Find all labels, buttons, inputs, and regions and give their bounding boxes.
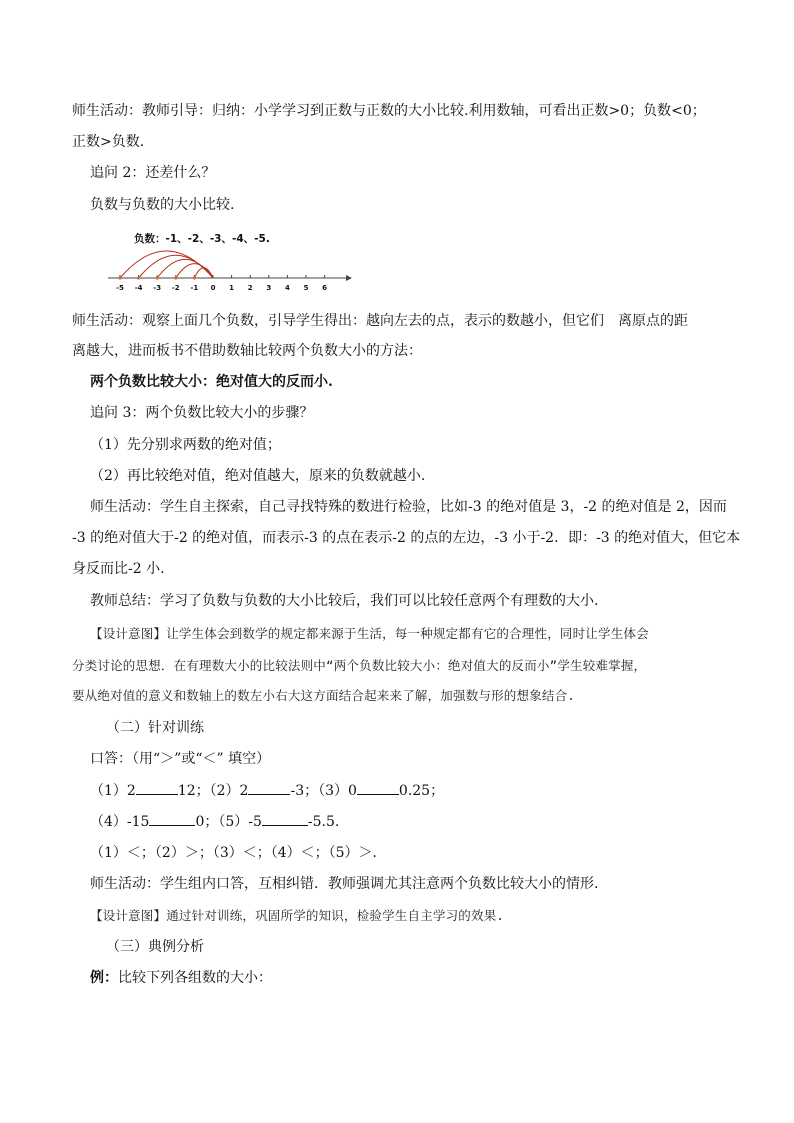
tick-label: 4 [284, 284, 290, 292]
exercise-text: -3；（3）0 [290, 783, 357, 799]
tick-label: -3 [153, 284, 162, 292]
axis-arrow [346, 275, 352, 281]
point-marker [174, 276, 177, 279]
section-heading: （三）典例分析 [106, 939, 204, 955]
tick-label: -4 [134, 284, 143, 292]
point-marker [118, 276, 121, 279]
question-2-answer: 负数与负数的大小比较. [90, 197, 235, 213]
tick-label: -2 [171, 284, 180, 292]
tick-label: 3 [266, 284, 272, 292]
answers-line: （1）＜；（2）＞；（3）＜；（4）＜；（5）＞. [90, 845, 377, 861]
answer-blank[interactable] [248, 780, 290, 795]
paragraph-line: 师生活动：学生组内口答，互相纠错．教师强调尤其注意两个负数比较大小的情形. [90, 876, 599, 892]
paragraph-line: 师生活动：教师引导：归纳：小学学习到正数与正数的大小比较.利用数轴，可看出正数>0；负数<0； [72, 103, 706, 119]
paragraph-line: 身反而比-2 小. [72, 561, 165, 577]
point-marker [137, 276, 140, 279]
exercise-text: 0；（5）-5 [195, 814, 262, 830]
design-intent: 【设计意图】让学生体会到数学的规定都来源于生活，每一种规定都有它的合理性，同时让学生体会 [90, 626, 649, 641]
example-line [90, 968, 740, 988]
exercise-text: 0.25； [398, 783, 445, 799]
design-intent: 【设计意图】通过针对训练，巩固所学的知识，检验学生自主学习的效果. [90, 908, 505, 923]
arc-group [118, 251, 213, 280]
paragraph-line: 师生活动：学生自主探索，自己寻找特殊的数进行检验，比如-3 的绝对值是 3，-2 的绝对值是 2，因而 [90, 499, 727, 515]
tick-label: 5 [303, 284, 309, 292]
exercise-text: （4）-15 [90, 814, 150, 830]
question-3: 追问 3：两个负数比较大小的步骤？ [90, 405, 314, 421]
tick-label: 2 [247, 284, 253, 292]
tick-label: -5 [116, 284, 124, 292]
answer-blank[interactable] [357, 780, 399, 795]
paragraph-line: -3 的绝对值大于-2 的绝对值，而表示-3 的点在表示-2 的点的左边，-3 小于-2．即：-3 的绝对值大，但它本 [72, 530, 741, 546]
section-heading: （二）针对训练 [106, 720, 204, 736]
distance-arc [194, 268, 213, 278]
paragraph-line: 师生活动：观察上面几个负数，引导学生得出：越向左去的点，表示的数越小，但它们 离原点的距 [72, 313, 688, 329]
exercise-text: -5.5. [307, 814, 340, 830]
paragraph-line: 正数>负数. [72, 134, 145, 150]
point-marker [156, 276, 159, 279]
exercise-line-1 [90, 780, 740, 801]
exercise-text: 12；（2）2 [177, 783, 249, 799]
teacher-summary: 教师总结：学习了负数与负数的大小比较后，我们可以比较任意两个有理数的大小. [90, 593, 599, 609]
tick-label: 6 [322, 284, 328, 292]
design-intent: 要从绝对值的意义和数轴上的数左小右大这方面结合起来来了解，加强数与形的想象结合. [72, 688, 576, 703]
answer-blank[interactable] [262, 811, 308, 826]
design-intent: 分类讨论的思想．在有理数大小的比较法则中“两个负数比较大小：绝对值大的反而小”学生较难掌握， [72, 658, 647, 673]
oral-instruction: 口答：（用“＞”或“＜” 填空） [90, 751, 271, 767]
paragraph-line: 离越大，进而板书不借助数轴比较两个负数大小的方法： [72, 343, 422, 359]
example-label: 例： [90, 970, 118, 986]
tick-label: 1 [229, 284, 235, 292]
example-text: 比较下列各组数的大小： [118, 970, 272, 986]
distance-arc [120, 251, 213, 278]
answer-blank[interactable] [149, 811, 195, 826]
tick-label: -1 [190, 284, 199, 292]
step-1: （1）先分别求两数的绝对值； [90, 437, 281, 453]
rule-statement: 两个负数比较大小：绝对值大的反而小. [90, 374, 333, 390]
tick-label: 0 [210, 284, 216, 292]
step-2: （2）再比较绝对值，绝对值越大，原来的负数就越小. [90, 468, 426, 484]
figure-label: 负数：-1、-2、-3、-4、-5. [134, 233, 270, 245]
answer-blank[interactable] [136, 780, 178, 795]
exercise-text: （1）2 [90, 783, 136, 799]
number-line-figure [104, 226, 354, 296]
point-marker [193, 276, 196, 279]
question-2: 追问 2：还差什么？ [90, 165, 216, 181]
exercise-line-2 [90, 811, 740, 832]
